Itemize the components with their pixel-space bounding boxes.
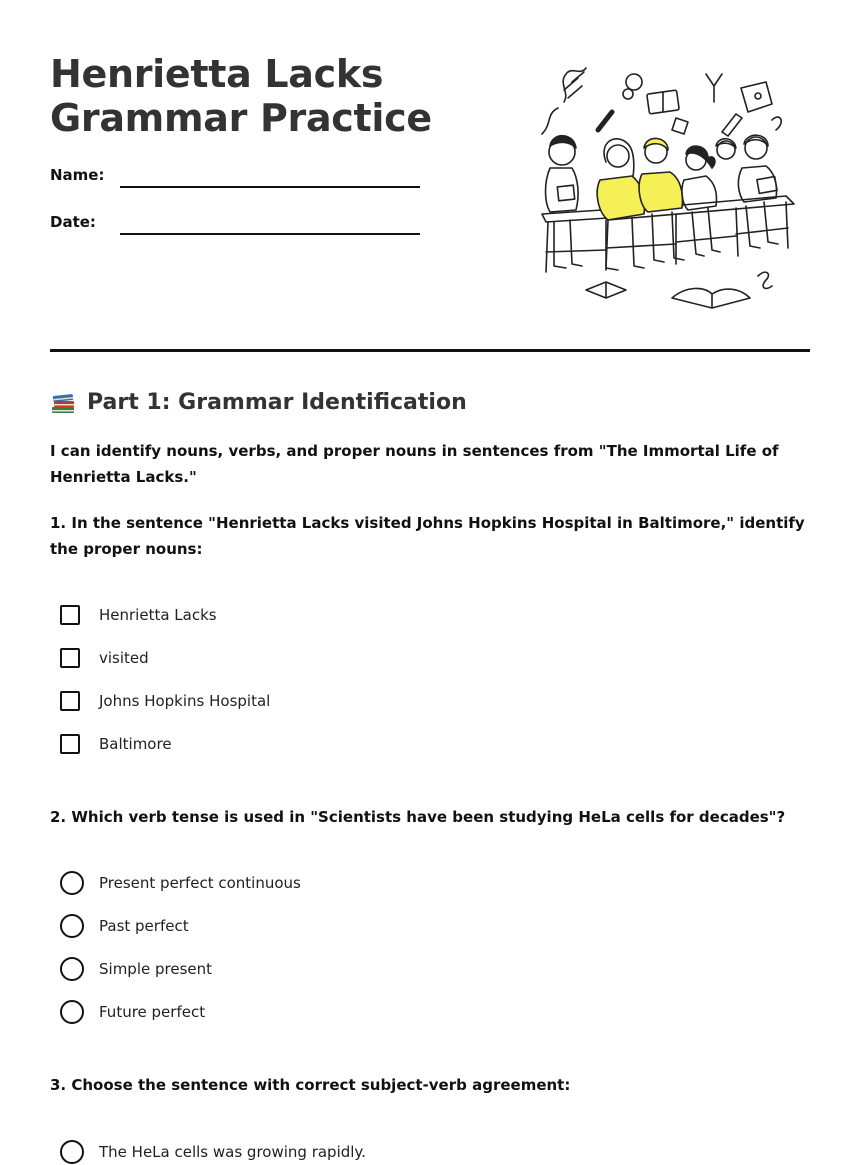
option-label: The HeLa cells was growing rapidly. (99, 1143, 366, 1161)
question-3-option-1[interactable] (60, 1139, 366, 1165)
question-2-option-2[interactable] (60, 913, 189, 939)
title-line-2: Grammar Practice (50, 96, 432, 140)
students-studying-illustration-icon (536, 62, 798, 322)
checkbox[interactable] (60, 734, 80, 754)
part1-title (50, 388, 467, 418)
option-label: Johns Hopkins Hospital (99, 692, 271, 710)
option-label: Present perfect continuous (99, 874, 301, 892)
books-icon (50, 390, 76, 416)
radio-button[interactable] (60, 871, 84, 895)
part1-intro: I can identify nouns, verbs, and proper nouns in sentences from "The Immortal Life of Henrietta Lacks." (50, 442, 779, 486)
radio-button[interactable] (60, 914, 84, 938)
question-2-option-1[interactable] (60, 870, 301, 896)
option-label: Baltimore (99, 735, 172, 753)
option-label: Henrietta Lacks (99, 606, 217, 624)
question-1-option-2[interactable] (60, 645, 149, 671)
part1-title-text: Part 1: Grammar Identification (87, 390, 467, 415)
radio-button[interactable] (60, 957, 84, 981)
header-divider (50, 349, 810, 352)
worksheet-title (50, 52, 432, 140)
option-label: Past perfect (99, 917, 189, 935)
checkbox[interactable] (60, 691, 80, 711)
checkbox[interactable] (60, 648, 80, 668)
date-line[interactable] (120, 233, 420, 235)
date-field[interactable] (50, 213, 420, 237)
name-label: Name: (50, 166, 105, 184)
question-3: 3. Choose the sentence with correct subject-verb agreement: (50, 1076, 571, 1094)
question-2: 2. Which verb tense is used in "Scientists have been studying HeLa cells for decades"? (50, 808, 786, 826)
question-1-option-3[interactable] (60, 688, 271, 714)
name-field[interactable] (50, 166, 420, 190)
option-label: visited (99, 649, 149, 667)
checkbox[interactable] (60, 605, 80, 625)
option-label: Future perfect (99, 1003, 206, 1021)
title-line-1: Henrietta Lacks (50, 52, 384, 96)
radio-button[interactable] (60, 1140, 84, 1164)
option-label: Simple present (99, 960, 213, 978)
question-2-option-3[interactable] (60, 956, 213, 982)
question-1-option-4[interactable] (60, 731, 172, 757)
question-1: 1. In the sentence "Henrietta Lacks visited Johns Hopkins Hospital in Baltimore," identify the proper nouns: (50, 514, 805, 558)
question-1-option-1[interactable] (60, 602, 217, 628)
name-line[interactable] (120, 186, 420, 188)
question-2-option-4[interactable] (60, 999, 206, 1025)
radio-button[interactable] (60, 1000, 84, 1024)
date-label: Date: (50, 213, 96, 231)
